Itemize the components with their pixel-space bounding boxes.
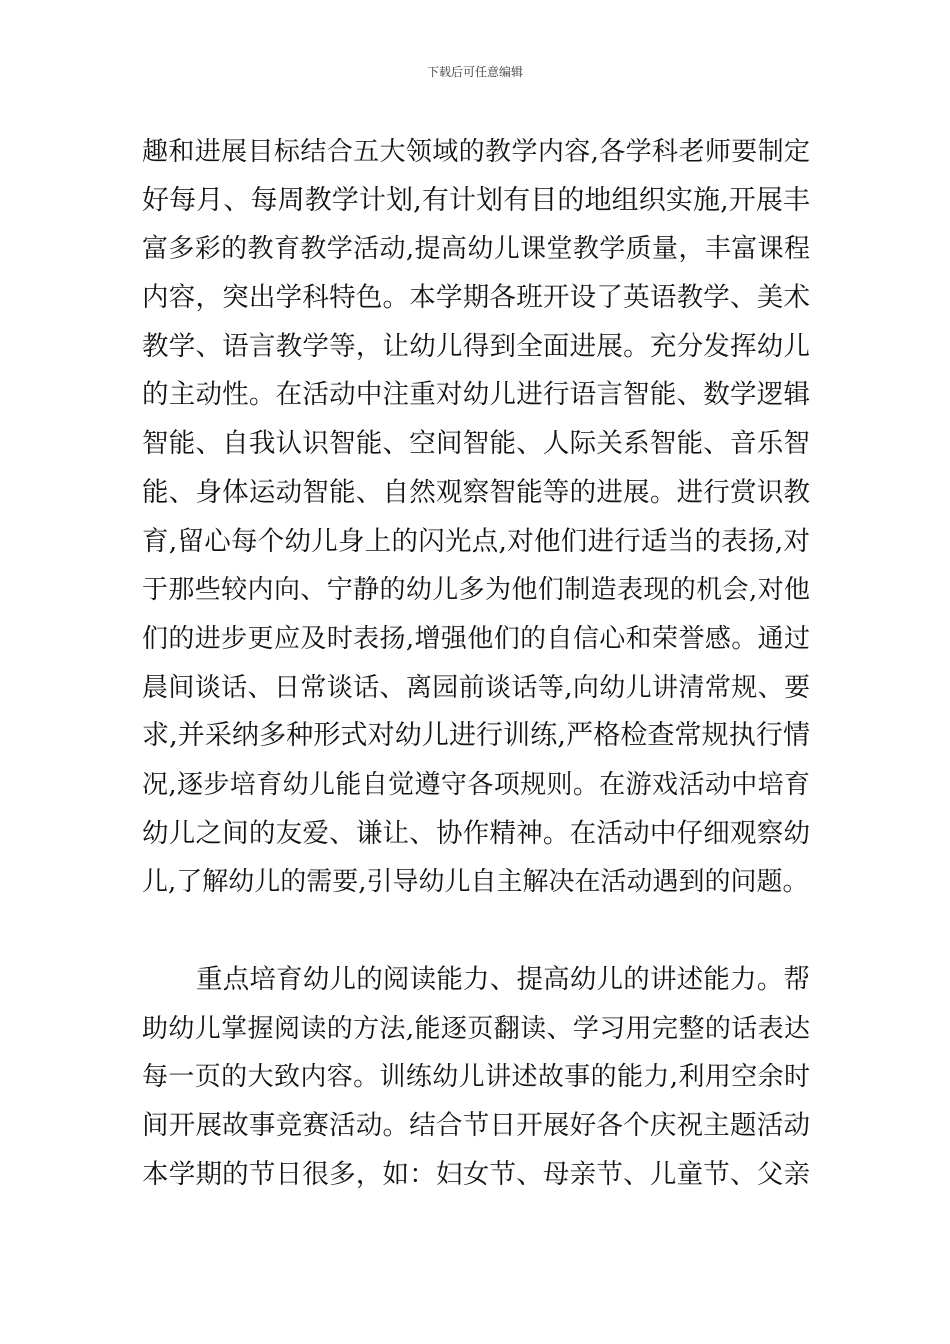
text-line: 重点培育幼儿的阅读能力、提高幼儿的讲述能力。帮	[196, 964, 810, 995]
paragraph-2	[142, 956, 810, 1199]
text-line: 助幼儿掌握阅读的方法,能逐页翻读、学习用完整的话表达	[142, 1013, 810, 1044]
page-header-note: 下载后可任意编辑	[426, 65, 523, 79]
text-line: 趣和进展目标结合五大领域的教学内容,各学科老师要制定	[142, 137, 810, 167]
text-line: 幼儿之间的友爱、谦让、协作精神。在活动中仔细观察幼	[142, 817, 810, 849]
paragraph-1	[142, 128, 810, 907]
text-line: 智能、自我认识智能、空间智能、人际关系智能、音乐智	[142, 428, 810, 460]
text-line: 的主动性。在活动中注重对幼儿进行语言智能、数学逻辑	[142, 379, 810, 411]
paragraph-gap	[142, 907, 810, 956]
text-line: 好每月、每周教学计划,有计划有目的地组织实施,开展丰	[142, 184, 810, 216]
text-line: 教学、语言教学等，让幼儿得到全面进展。充分发挥幼儿	[142, 330, 810, 362]
text-line: 内容，突出学科特色。本学期各班开设了英语教学、美术	[142, 282, 810, 314]
text-line: 们的进步更应及时表扬,增强他们的自信心和荣誉感。通过	[142, 623, 810, 654]
text-line: 育,留心每个幼儿身上的闪光点,对他们进行适当的表扬,对	[142, 525, 810, 557]
text-line: 本学期的节日很多，如：妇女节、母亲节、儿童节、父亲	[142, 1158, 810, 1190]
text-line: 儿,了解幼儿的需要,引导幼儿自主解决在活动遇到的问题。	[142, 867, 809, 898]
text-line: 能、身体运动智能、自然观察智能等的进展。进行赏识教	[142, 476, 810, 508]
text-line: 况,逐步培育幼儿能自觉遵守各项规则。在游戏活动中培育	[142, 769, 810, 800]
text-line: 每一页的大致内容。训练幼儿讲述故事的能力,利用空余时	[142, 1062, 810, 1093]
document-body	[142, 128, 810, 1199]
text-line: 于那些较内向、宁静的幼儿多为他们制造表现的机会,对他	[142, 575, 810, 606]
text-line: 间开展故事竞赛活动。结合节日开展好各个庆祝主题活动	[142, 1110, 810, 1142]
text-line: 求,并采纳多种形式对幼儿进行训练,严格检查常规执行情	[142, 720, 810, 752]
text-line: 晨间谈话、日常谈话、离园前谈话等,向幼儿讲清常规、要	[142, 672, 810, 703]
text-line: 富多彩的教育教学活动,提高幼儿课堂教学质量，丰富课程	[142, 234, 810, 265]
